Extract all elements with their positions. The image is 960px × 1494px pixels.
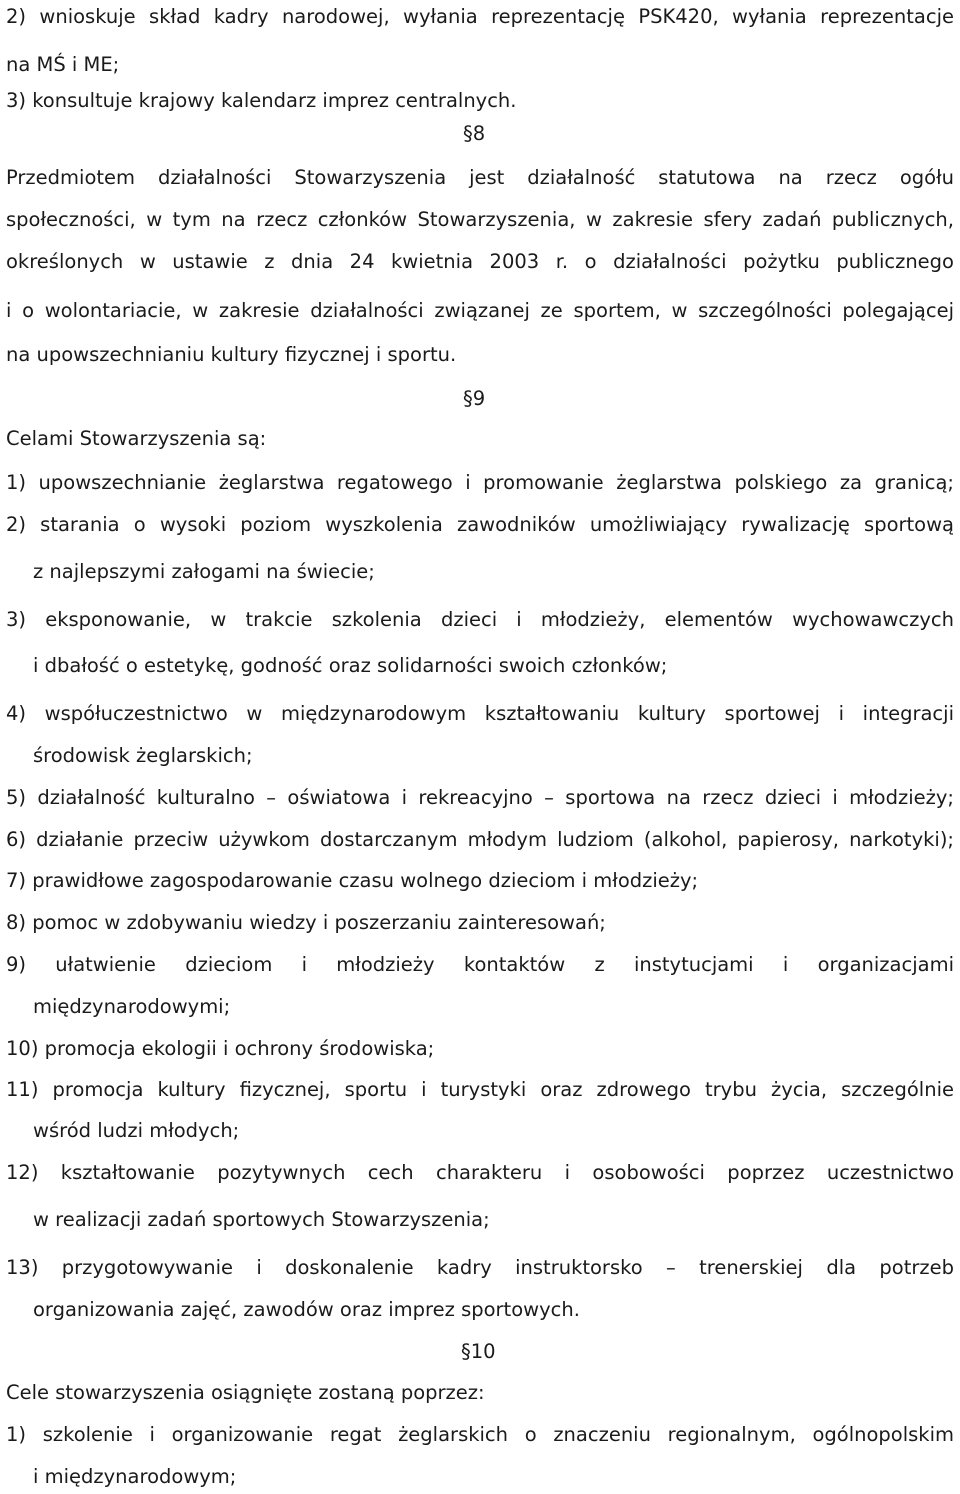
text-line: 3) eksponowanie, w trakcie szkolenia dzieci i młodzieży, elementów wychowawczych bbox=[6, 608, 954, 631]
text-line: środowisk żeglarskich; bbox=[33, 744, 253, 767]
text-line: 10) promocja ekologii i ochrony środowiska; bbox=[6, 1037, 435, 1060]
text-line: z najlepszymi załogami na świecie; bbox=[33, 560, 375, 583]
text-line: 13) przygotowywanie i doskonalenie kadry instruktorsko – trenerskiej dla potrzeb bbox=[6, 1256, 954, 1279]
text-line: 12) kształtowanie pozytywnych cech charakteru i osobowości poprzez uczestnictwo bbox=[6, 1161, 954, 1184]
text-line: i międzynarodowym; bbox=[33, 1465, 237, 1488]
text-line: 1) upowszechnianie żeglarstwa regatowego i promowanie żeglarstwa polskiego za granicą; bbox=[6, 471, 954, 494]
text-line: 2) starania o wysoki poziom wyszkolenia zawodników umożliwiający rywalizację sportową bbox=[6, 513, 954, 536]
text-line: 3) konsultuje krajowy kalendarz imprez centralnych. bbox=[6, 89, 517, 112]
section-heading: §8 bbox=[463, 122, 486, 145]
section-heading: §9 bbox=[463, 387, 486, 410]
section-heading: §10 bbox=[461, 1340, 496, 1363]
text-line: Celami Stowarzyszenia są: bbox=[6, 427, 267, 450]
text-line: na upowszechnianiu kultury fizycznej i sportu. bbox=[6, 343, 457, 366]
text-line: i o wolontariacie, w zakresie działalności związanej ze sportem, w szczególności polegającej bbox=[6, 299, 954, 322]
text-line: 8) pomoc w zdobywaniu wiedzy i poszerzaniu zainteresowań; bbox=[6, 911, 606, 934]
text-line: 11) promocja kultury fizycznej, sportu i turystyki oraz zdrowego trybu życia, szczególnie bbox=[6, 1078, 954, 1101]
text-line: 1) szkolenie i organizowanie regat żeglarskich o znaczeniu regionalnym, ogólnopolskim bbox=[6, 1423, 954, 1446]
text-line: określonych w ustawie z dnia 24 kwietnia 2003 r. o działalności pożytku publicznego bbox=[6, 250, 954, 273]
text-line: międzynarodowymi; bbox=[33, 995, 231, 1018]
text-line: Przedmiotem działalności Stowarzyszenia jest działalność statutowa na rzecz ogółu bbox=[6, 166, 954, 189]
text-line: 7) prawidłowe zagospodarowanie czasu wolnego dzieciom i młodzieży; bbox=[6, 869, 699, 892]
text-line: i dbałość o estetykę, godność oraz solidarności swoich członków; bbox=[33, 654, 668, 677]
text-line: 4) współuczestnictwo w międzynarodowym kształtowaniu kultury sportowej i integracji bbox=[6, 702, 954, 725]
text-line: na MŚ i ME; bbox=[6, 53, 120, 76]
text-line: 6) działanie przeciw używkom dostarczanym młodym ludziom (alkohol, papierosy, narkotyki); bbox=[6, 828, 954, 851]
text-line: Cele stowarzyszenia osiągnięte zostaną poprzez: bbox=[6, 1381, 485, 1404]
text-line: wśród ludzi młodych; bbox=[33, 1119, 240, 1142]
text-line: organizowania zajęć, zawodów oraz imprez sportowych. bbox=[33, 1298, 580, 1321]
text-line: społeczności, w tym na rzecz członków Stowarzyszenia, w zakresie sfery zadań publicznych, bbox=[6, 208, 954, 231]
text-line: 2) wnioskuje skład kadry narodowej, wyłania reprezentację PSK420, wyłania reprezentacje bbox=[6, 5, 954, 28]
text-line: 5) działalność kulturalno – oświatowa i rekreacyjno – sportowa na rzecz dzieci i młodzieży; bbox=[6, 786, 954, 809]
text-line: w realizacji zadań sportowych Stowarzyszenia; bbox=[33, 1208, 490, 1231]
text-line: 9) ułatwienie dzieciom i młodzieży kontaktów z instytucjami i organizacjami bbox=[6, 953, 954, 976]
